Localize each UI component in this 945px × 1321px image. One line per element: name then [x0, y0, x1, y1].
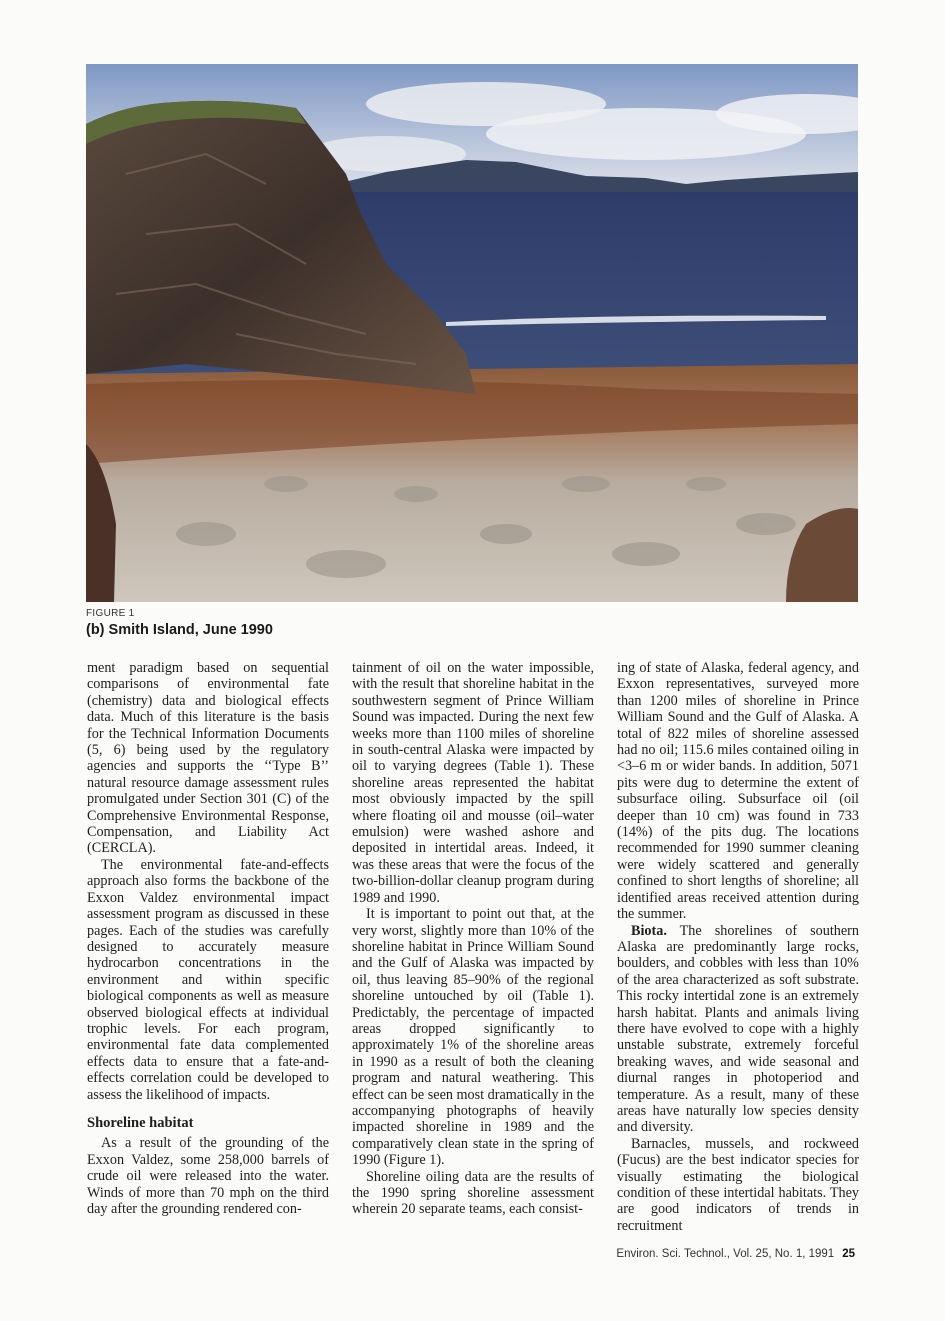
- figure-caption: (b) Smith Island, June 1990: [86, 622, 273, 638]
- page-footer: [616, 1248, 855, 1260]
- paragraph: As a result of the grounding of the Exxon Valdez, some 258,000 barrels of crude oil were released into the water. Winds of more than 70 mph on the third day after the grounding rendered con-: [87, 1135, 329, 1217]
- figure-photo: [86, 64, 858, 602]
- paragraph: Barnacles, mussels, and rockweed (Fucus) are the best indicator species for visually estimating the biological condition of these intertidal habitats. They are good indicators of trends in recruitment: [617, 1135, 859, 1234]
- page-number: 25: [842, 1248, 855, 1260]
- paragraph: ing of state of Alaska, federal agency, and Exxon representatives, surveyed more than 1200 miles of shoreline in Prince William Sound and the Gulf of Alaska. A total of 822 miles of shoreline assessed had no oil; 115.6 miles contained oiling in <3–6 m or wider bands. In addition, 5071 pits were dug to determine the extent of subsurface oiling. Subsurface oil (oil deeper than 10 cm) was found in 733 (14%) of the pits dug. The locations recommended for 1990 summer cleaning were widely scattered and generally confined to short lengths of shoreline; all identified areas received attention during the summer.: [617, 660, 859, 923]
- paragraph: tainment of oil on the water impossible, with the result that shoreline habitat in the southwestern segment of Prince William Sound was impacted. During the next few weeks more than 1100 miles of shoreline in south-central Alaska were impacted by oil to varying degrees (Table 1). These shoreline areas represented the habitat most obviously impacted by the spill where floating oil and mousse (oil–water emulsion) were washed ashore and deposited in intertidal areas. Indeed, it was these areas that were the focus of the two-billion-dollar cleanup program during 1989 and 1990.: [352, 660, 594, 906]
- text-column-1: [87, 660, 329, 1217]
- shoreline-photo: [86, 64, 858, 602]
- run-in-heading: Biota.: [631, 922, 667, 939]
- journal-citation: Environ. Sci. Technol., Vol. 25, No. 1, 1991: [616, 1248, 835, 1260]
- paragraph: ment paradigm based on sequential comparisons of environmental fate (chemistry) data and biological effects data. Much of this literature is the basis for the Technical Information Documents (5, 6) being used by the regulatory agencies and supports the ‘‘Type B’’ natural resource damage assessment rules promulgated under Section 301 (C) of the Comprehensive Environmental Response, Compensation, and Liability Act (CERCLA).: [87, 660, 329, 857]
- paragraph-text: The shorelines of southern Alaska are predominantly large rocks, boulders, and cobbles with less than 10% of the area characterized as soft substrate. This rocky intertidal zone is an extremely harsh habitat. Plants and animals living there have evolved to cope with a highly unstable substrate, extremely forceful breaking waves, and wide seasonal and diurnal ranges in photoperiod and temperature. As a result, many of these areas have naturally low species density and diversity.: [617, 922, 859, 1136]
- text-column-3: [617, 660, 859, 1234]
- paragraph: Shoreline oiling data are the results of the 1990 spring shoreline assessment wherein 20 separate teams, each consist-: [352, 1168, 594, 1218]
- text-column-2: [352, 660, 594, 1218]
- figure-label: FIGURE 1: [86, 608, 135, 619]
- section-heading: Shoreline habitat: [87, 1114, 194, 1131]
- paragraph: The environmental fate-and-effects approach also forms the backbone of the Exxon Valdez environmental impact assessment program as discussed in these pages. Each of the studies was carefully designed to accurately measure hydrocarbon concentrations in the environment and within specific biological components as well as measure observed biological effects at individual trophic levels. For each program, environmental fate data complemented effects data to ensure that a fate-and-effects correlation could be developed to assess the likelihood of impacts.: [87, 856, 329, 1103]
- paragraph: It is important to point out that, at the very worst, slightly more than 10% of the shoreline habitat in Prince William Sound and the Gulf of Alaska was impacted by oil, thus leaving 85–90% of the regional shoreline untouched by oil (Table 1). Predictably, the percentage of impacted areas dropped significantly to approximately 1% of the shoreline areas in 1990 as a result of both the cleaning program and natural weathering. This effect can be seen most dramatically in the accompanying photographs of heavily impacted shoreline in 1989 and the comparatively clean state in the spring of 1990 (Figure 1).: [352, 906, 595, 1169]
- paragraph: [617, 923, 859, 1136]
